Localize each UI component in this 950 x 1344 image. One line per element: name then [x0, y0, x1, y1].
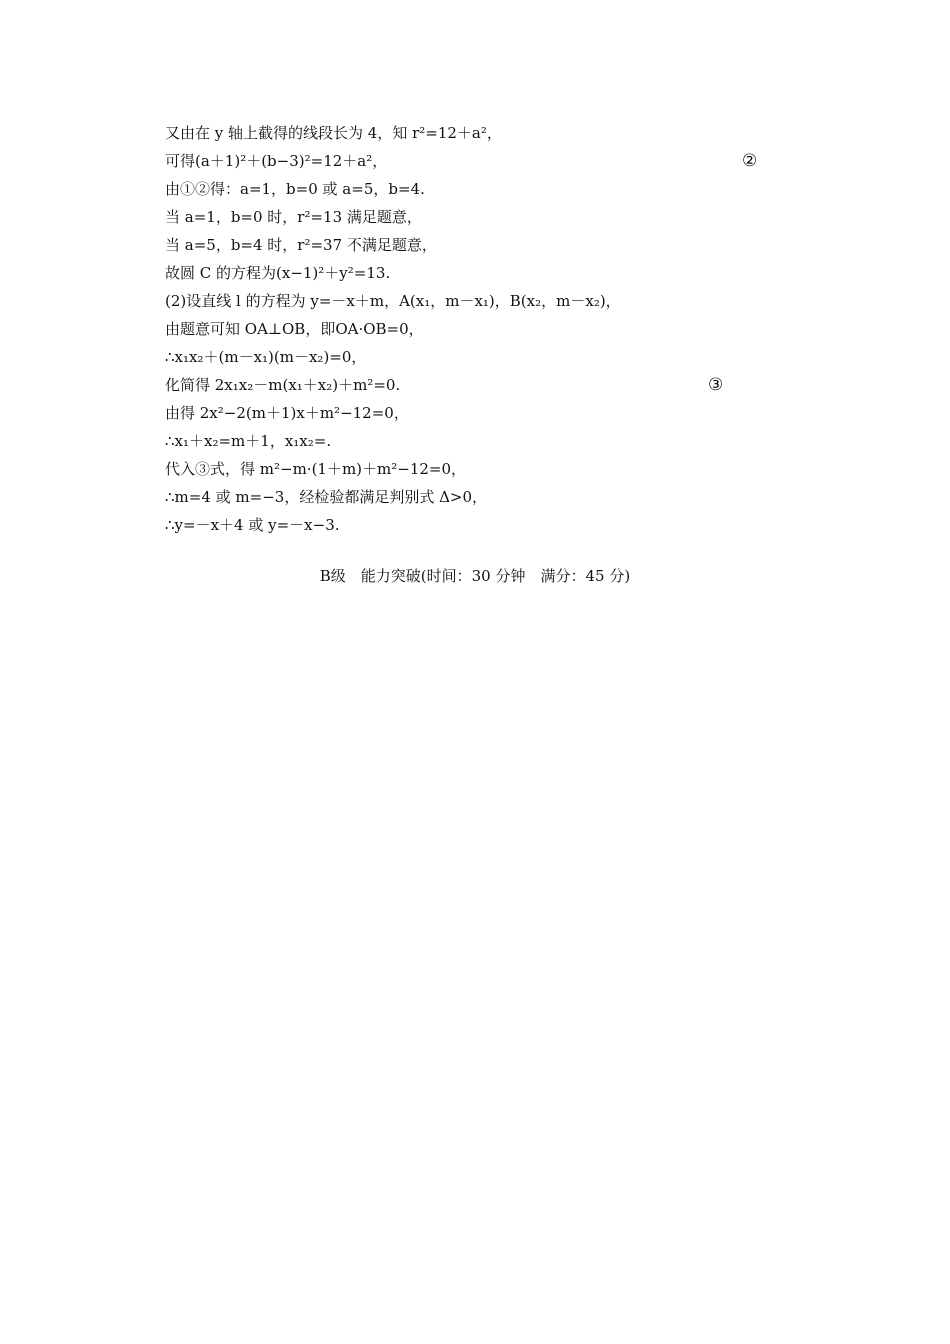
text-line: (2)设直线 l 的方程为 y=－x＋m，A(x₁，m－x₁)，B(x₂，m－x₂)，: [165, 292, 621, 310]
text-line: 当 a=5，b=4 时，r²=37 不满足题意，: [165, 236, 437, 254]
text-line: ∴y=－x＋4 或 y=－x−3.: [165, 516, 340, 534]
text-line: 代入③式，得 m²−m·(1＋m)＋m²−12=0，: [165, 460, 467, 478]
text-line: 可得(a＋1)²＋(b−3)²=12＋a²，: [165, 152, 388, 170]
equation-marker-2: ②: [742, 151, 758, 171]
text-line: 又由在 y 轴上截得的线段长为 4，知 r²=12＋a²，: [165, 124, 502, 142]
text-line: 由①②得：a=1，b=0 或 a=5，b=4.: [165, 180, 425, 198]
section-heading: B级 能力突破(时间：30 分钟 满分：45 分): [319, 567, 631, 585]
text-line: 故圆 C 的方程为(x−1)²＋y²=13.: [165, 264, 391, 282]
text-line: ∴x₁＋x₂=m＋1，x₁x₂=.: [165, 432, 332, 450]
text-line: ∴x₁x₂＋(m－x₁)(m－x₂)=0，: [165, 348, 367, 366]
text-line: 当 a=1，b=0 时，r²=13 满足题意，: [165, 208, 422, 226]
equation-marker-3: ③: [708, 375, 724, 395]
text-line: 化简得 2x₁x₂－m(x₁＋x₂)＋m²=0.: [165, 376, 401, 394]
text-line: 由得 2x²−2(m＋1)x＋m²−12=0，: [165, 404, 409, 422]
text-line: 由题意可知 OA⊥OB，即OA·OB=0，: [165, 320, 424, 338]
text-line: ∴m=4 或 m=−3，经检验都满足判别式 Δ>0，: [165, 488, 488, 506]
